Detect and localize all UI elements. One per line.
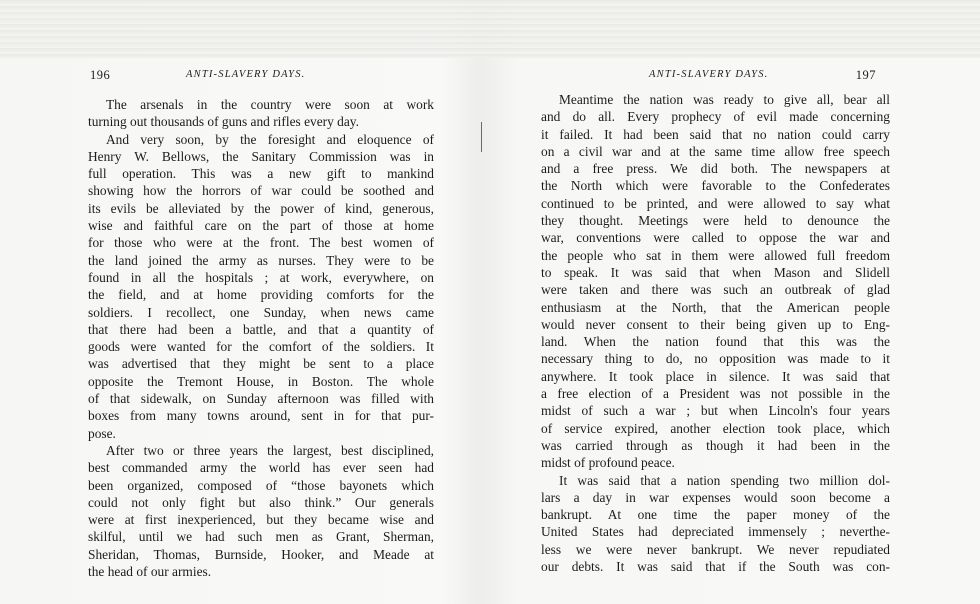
- text-line: Meantime the nation was ready to give all, bear all: [559, 92, 890, 107]
- text-line: found in all the hospitals ; at work, everywhere, on: [88, 269, 434, 285]
- text-line: its evils be alleviated by the power of kind, generous,: [88, 200, 434, 216]
- text-line: Henry W. Bellows, the Sanitary Commission was in: [88, 148, 434, 164]
- text-line: and do all. Every prophecy of evil made concerning: [541, 109, 890, 125]
- text-line: land. When the nation found that this was the: [541, 334, 890, 350]
- text-line: pose.: [88, 425, 116, 441]
- text-line: midst of profound peace.: [541, 455, 675, 471]
- text-line: on a civil war and at the same time allow free speech: [541, 143, 890, 159]
- text-line: would never consent to their being given up to Eng-: [541, 316, 890, 332]
- page-number-right: 197: [855, 68, 876, 82]
- text-line: the people who sat in them were allowed full freedom: [541, 247, 890, 263]
- right-page: [541, 66, 890, 575]
- text-line: soldiers. I recollect, one Sunday, when news came: [88, 304, 434, 320]
- text-line: bankrupt. At one time the paper money of the: [541, 507, 890, 523]
- text-line: full operation. This was a new gift to mankind: [88, 166, 434, 182]
- text-line: of service expired, another election took place, which: [541, 420, 890, 436]
- text-line: lars a day in war expenses would soon become a: [541, 489, 890, 505]
- scan-top-shadow: [0, 0, 980, 58]
- right-body-text: [541, 91, 890, 575]
- running-title-right: ANTI-SLAVERY DAYS.: [649, 69, 769, 80]
- text-line: And very soon, by the foresight and eloquence of: [106, 131, 434, 147]
- text-line: showing how the horrors of war could be soothed and: [88, 183, 434, 199]
- text-line: been organized, composed of “those bayonets which: [88, 477, 434, 493]
- text-line: were taken and there was such an outbreak of glad: [541, 282, 890, 298]
- left-body-text: [88, 96, 434, 580]
- text-line: the head of our armies.: [88, 564, 212, 580]
- text-line: After two or three years the largest, best disciplined,: [106, 442, 434, 458]
- text-line: It was said that a nation spending two million dol-: [559, 472, 890, 488]
- page-number-left: 196: [90, 68, 111, 82]
- text-line: was carried through as though it had been in the: [541, 437, 890, 453]
- text-line: it failed. It had been said that no nation could carry: [541, 126, 890, 142]
- text-line: goods were wanted for the comfort of the soldiers. It: [88, 339, 434, 355]
- left-running-head: [88, 66, 434, 86]
- text-line: opposite the Tremont House, in Boston. The whole: [88, 373, 434, 389]
- text-line: they thought. Meetings were held to denounce the: [541, 213, 890, 229]
- running-title-left: ANTI-SLAVERY DAYS.: [186, 69, 306, 80]
- text-line: United States had depreciated immensely ; neverthe-: [541, 524, 890, 540]
- text-line: could not only fight but also think.” Our generals: [88, 494, 434, 510]
- text-line: a free election of a President was not possible in the: [541, 386, 890, 402]
- text-line: to speak. It was said that when Mason and Slidell: [541, 264, 890, 280]
- left-page: [88, 66, 434, 580]
- text-line: best commanded army the world has ever seen had: [88, 460, 434, 476]
- text-line: turning out thousands of guns and rifles every day.: [88, 114, 359, 130]
- text-line: The arsenals in the country were soon at work: [106, 97, 434, 112]
- text-line: and a free press. We did both. The newspapers at: [541, 161, 890, 177]
- text-line: our debts. It was said that if the South was con-: [541, 559, 890, 575]
- text-line: of that sidewalk, on Sunday afternoon was filled with: [88, 391, 434, 407]
- text-line: boxes from many towns around, sent in for that pur-: [88, 408, 434, 424]
- text-line: Sheridan, Thomas, Burnside, Hooker, and Meade at: [88, 546, 434, 562]
- text-line: for those who were at the front. The best women of: [88, 235, 434, 251]
- text-line: were at first inexperienced, but they became wise and: [88, 512, 434, 528]
- text-line: less we were never bankrupt. We never repudiated: [541, 541, 890, 557]
- text-line: that there had been a battle, and that a quantity of: [88, 321, 434, 337]
- text-line: wise and faithful care on the part of those at home: [88, 218, 434, 234]
- text-line: skilful, until we had such men as Grant, Sherman,: [88, 529, 434, 545]
- text-line: the North which were favorable to the Confederates: [541, 178, 890, 194]
- text-line: midst of such a war ; but when Lincoln's four years: [541, 403, 890, 419]
- text-line: continued to be printed, and were allowed to say what: [541, 195, 890, 211]
- text-line: enthusiasm at the North, that the American people: [541, 299, 890, 315]
- text-line: the land joined the army as nurses. They were to be: [88, 252, 434, 268]
- right-running-head: [541, 66, 890, 86]
- text-line: necessary thing to do, no opposition was made to it: [541, 351, 890, 367]
- text-line: the field, and at home providing comforts for the: [88, 287, 434, 303]
- text-line: anywhere. It took place in silence. It was said that: [541, 368, 890, 384]
- text-line: was advertised that they might be sent to a place: [88, 356, 434, 372]
- gutter-mark: [481, 122, 482, 152]
- text-line: war, conventions were called to oppose the war and: [541, 230, 890, 246]
